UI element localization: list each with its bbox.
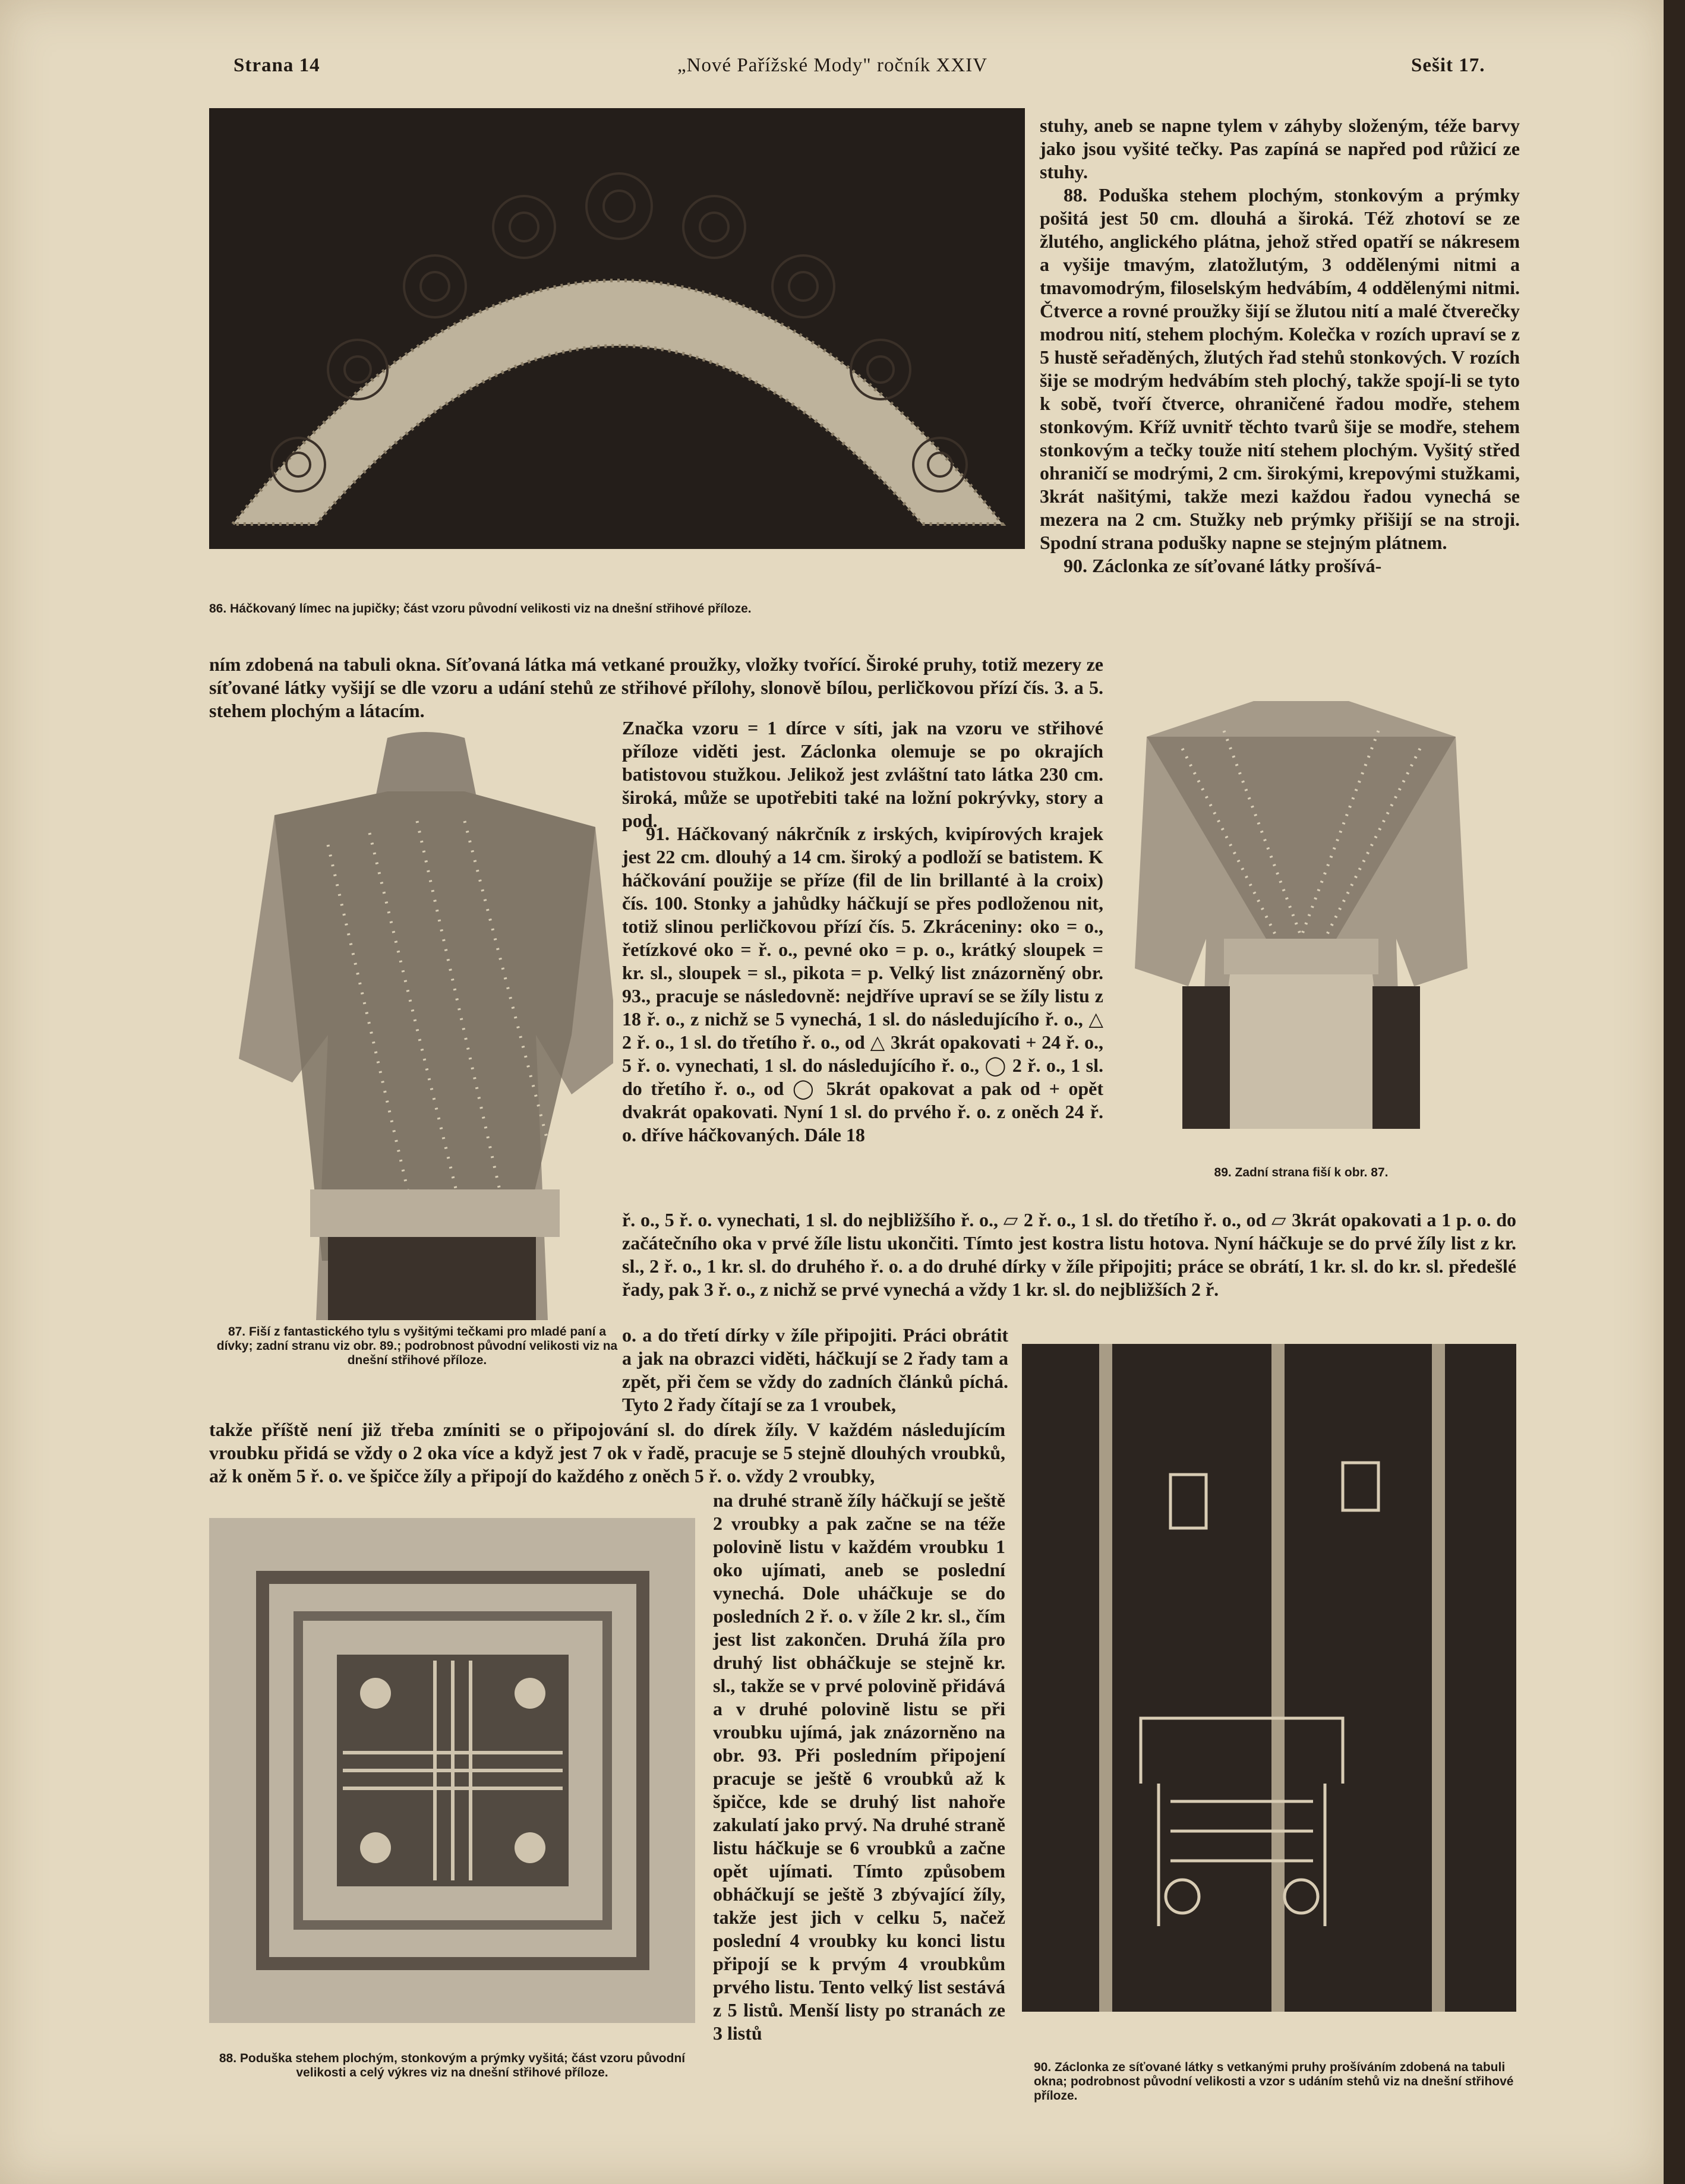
figure-86-caption: 86. Háčkovaný límec na jupičky; část vzoru původní velikosti viz na dnešní střihové příloze. [209,602,752,616]
article-narrow-column: na druhé straně žíly háčkují se ještě 2 vroubky a pak začne se na téže polovině listu v každém vroubku 1 oko ujímati, aneb se poslední vynechá. Dole uháčkuje se do posledních 2 ř. o. v žíle 2 kr. sl., čím jest list zakončen. Druhá žíla pro druhý list obháčkuje se stejně kr. sl., takže se v prvé polovině přidává a v druhé polovině listu se při vroubku ujímá, jak znázorněno na obr. 93. Při posledním připojení pracuje se ještě 6 vroubků až k špičce, kde se druhý list nahoře zakulatí jako prvý. Na druhé straně listu háčkuje se 6 vroubků a začne opět ujímati. Tímto způsobem obháčkují se ještě 3 zbývající žíly, takže jest jich v celku 5, načež poslední 4 vroubky ku konci listu připojí se k prvým 4 vroubkům prvého listu. Tento velký list sestává z 5 listů. Menší listy po stranách ze 3 listů [713,1489,1005,2044]
page-number: Strana 14 [233,55,320,76]
article-column-right-top [1040,114,1520,577]
figure-89 [1135,689,1468,1129]
figure-90 [1022,1344,1516,2012]
figure-86 [209,108,1025,549]
article-middle-2: 91. Háčkovaný nákrčník z irských, kvipírových krajek jest 22 cm. dlouhý a 14 cm. široký a podloží se batistem. K háčkování použije se příze (fil de lin brillanté à la croix) čís. 100. Stonky a jahůdky háčkují se přes podloženou nit, totiž slinou perličkovou přízí čís. 5. Zkráceniny: oko = o., řetízkové oko = ř. o., pevné oko = p. o., krátký sloupek = kr. sl., sloupek = sl., pikota = p. Velký list znázorněný obr. 93., pracuje se následovně: nejdříve upraví se se žíly listu z 18 ř. o., z nichž se 5 vynechá, 1 sl. do následujícího ř. o., △ 2 ř. o., 1 sl. do třetího ř. o., od △ 3krát opakovati + 24 ř. o., 5 ř. o. vynechati, 1 sl. do následujícího ř. o., ◯ 2 ř. o., 1 sl. do třetího ř. o., od ◯ 5krát opakovat a pak od + opět dvakrát opakovati. Nyní 1 sl. do prvého ř. o. z oněch 24 ř. o. dříve háčkovaných. Dále 18 [622,823,1103,1145]
figure-89-caption: 89. Zadní strana fiší k obr. 87. [1214,1166,1389,1179]
article-fullwidth-2: ř. o., 5 ř. o. vynechati, 1 sl. do nejbližšího ř. o., ▱ 2 ř. o., 1 sl. do třetího ř. o., od ▱ 3krát opakovati a 1 p. o. do začátečního oka v prvé žíle listu ukončiti. Tímto jest kostra listu hotova. Nyní háčkuje se do prvé žíly list z kr. sl., 2 ř. o., 1 kr. sl. do druhého ř. o. a do druhé dírky v žíle připojiti; práce se obrátí, 1 kr. sl. do kr. sl. předešlé řady, pak 3 ř. o., z nichž se prvé vynechá a vždy 1 kr. sl. do nejbližších 2 ř. [622,1209,1516,1300]
paragraph: 88. Poduška stehem plochým, stonkovým a prýmky pošitá jest 50 cm. dlouhá a široká. Též zhotoví se ze žlutého, anglického plátna, jehož střed opatří se nákresem a vyšije tmavým, zlatožlutým, 3 oddělenými nitmi a tmavomodrým, filoselským hedvábím, 4 oddělenými nitmi. Čtverce a rovné proužky šijí se žlutou nití a malé čtverečky modrou nití, stehem plochým. Kolečka v rozích upraví se z 5 hustě seřaděných, žlutých řad stehů stonkových. V rozích šije se modrým hedvábím steh plochý, takže spojí-li se tyto k sobě, tvoří čtverce, ohraničené řadou modře, stehem stonkovým. Kříž uvnitř těchto tvarů šije se modře, stehem stonkovým a tečky touže nití stehem plochým. Vyšitý střed ohraničí se modrými, 2 cm. širokými, krepovými stužkami, 3krát našitými, takže mezi každou řadou vynechá se mezera na 2 cm. Stužky neb prýmky přišijí se na stroji. Spodní strana podušky napne se stejným plátnem. [1040,184,1520,553]
article-fullwidth-3: takže příště není již třeba zmíniti se o připojování sl. do dírek žíly. V každém následujícím vroubku přidá se vždy o 2 oka více a když jest 7 ok v řadě, pracuje se 5 stejně dlouhých vroubků, až k oněm 5 ř. o. ve špičce žíly a připojí do každého z oněch 5 ř. o. vždy 2 vroubky, [209,1419,1005,1486]
magazine-title: „Nové Pařížské Mody" ročník XXIV [677,55,988,76]
figure-87-caption: 87. Fiší z fantastického tylu s vyšitými tečkami pro mladé paní a dívky; zadní stranu viz obr. 89.; podrobnost původní velikosti viz na dnešní střihové příloze. [216,1325,618,1367]
article-middle-1: Značka vzoru = 1 dírce v síti, jak na vzoru ve střihové příloze viděti jest. Záclonka olemuje se po okrajích batistovou stužkou. Jelikož jest zvláštní tato látka 230 cm. široká, může se upotřebiti také na ložní pokrývky, story a pod. [622,717,1103,831]
net-curtain-illustration-icon [1022,1344,1516,2012]
article-middle-3: o. a do třetí dírky v žíle připojiti. Práci obrátit a jak na obrazci viděti, háčkují se 2 řady tam a zpět, při čem se vždy do zadních článků píchá. Tyto 2 řady čítají se za 1 vroubek, [622,1324,1008,1415]
paragraph: stuhy, aneb se napne tylem v záhyby složeným, téže barvy jako jsou vyšité tečky. Pas zapíná se napřed pod růžicí ze stuhy. [1040,115,1520,182]
issue-number: Sešit 17. [1411,55,1485,76]
embroidered-cushion-illustration-icon [209,1518,695,2023]
paragraph: 90. Záclonka ze síťované látky prošívá- [1064,555,1382,576]
lace-collar-illustration-icon [209,108,1025,549]
page-edge [1664,0,1685,2184]
figure-88-caption: 88. Poduška stehem plochým, stonkovým a prýmky vyšitá; část vzoru původní velikosti a celý výkres viz na dnešní střihové příloze. [219,2052,686,2079]
blouse-back-illustration-icon [1135,689,1468,1129]
figure-88 [209,1518,695,2023]
figure-90-caption: 90. Záclonka ze síťované látky s vetkanými pruhy prošíváním zdobená na tabuli okna; podrobnost původní velikosti a vzor s udáním stehů viz na dnešní střihové příloze. [1034,2060,1514,2103]
article-fullwidth-1: ním zdobená na tabuli okna. Síťovaná látka má vetkané proužky, vložky tvořící. Široké pruhy, totiž mezery ze síťované látky vyšijí se dle vzoru a udání stehů ze střihové přílohy, slonově bílou, perličkovou přízí čís. 3. a 5. stehem plochým a látacím. [209,654,1103,721]
blouse-front-illustration-icon [239,726,613,1326]
figure-87 [239,726,613,1326]
